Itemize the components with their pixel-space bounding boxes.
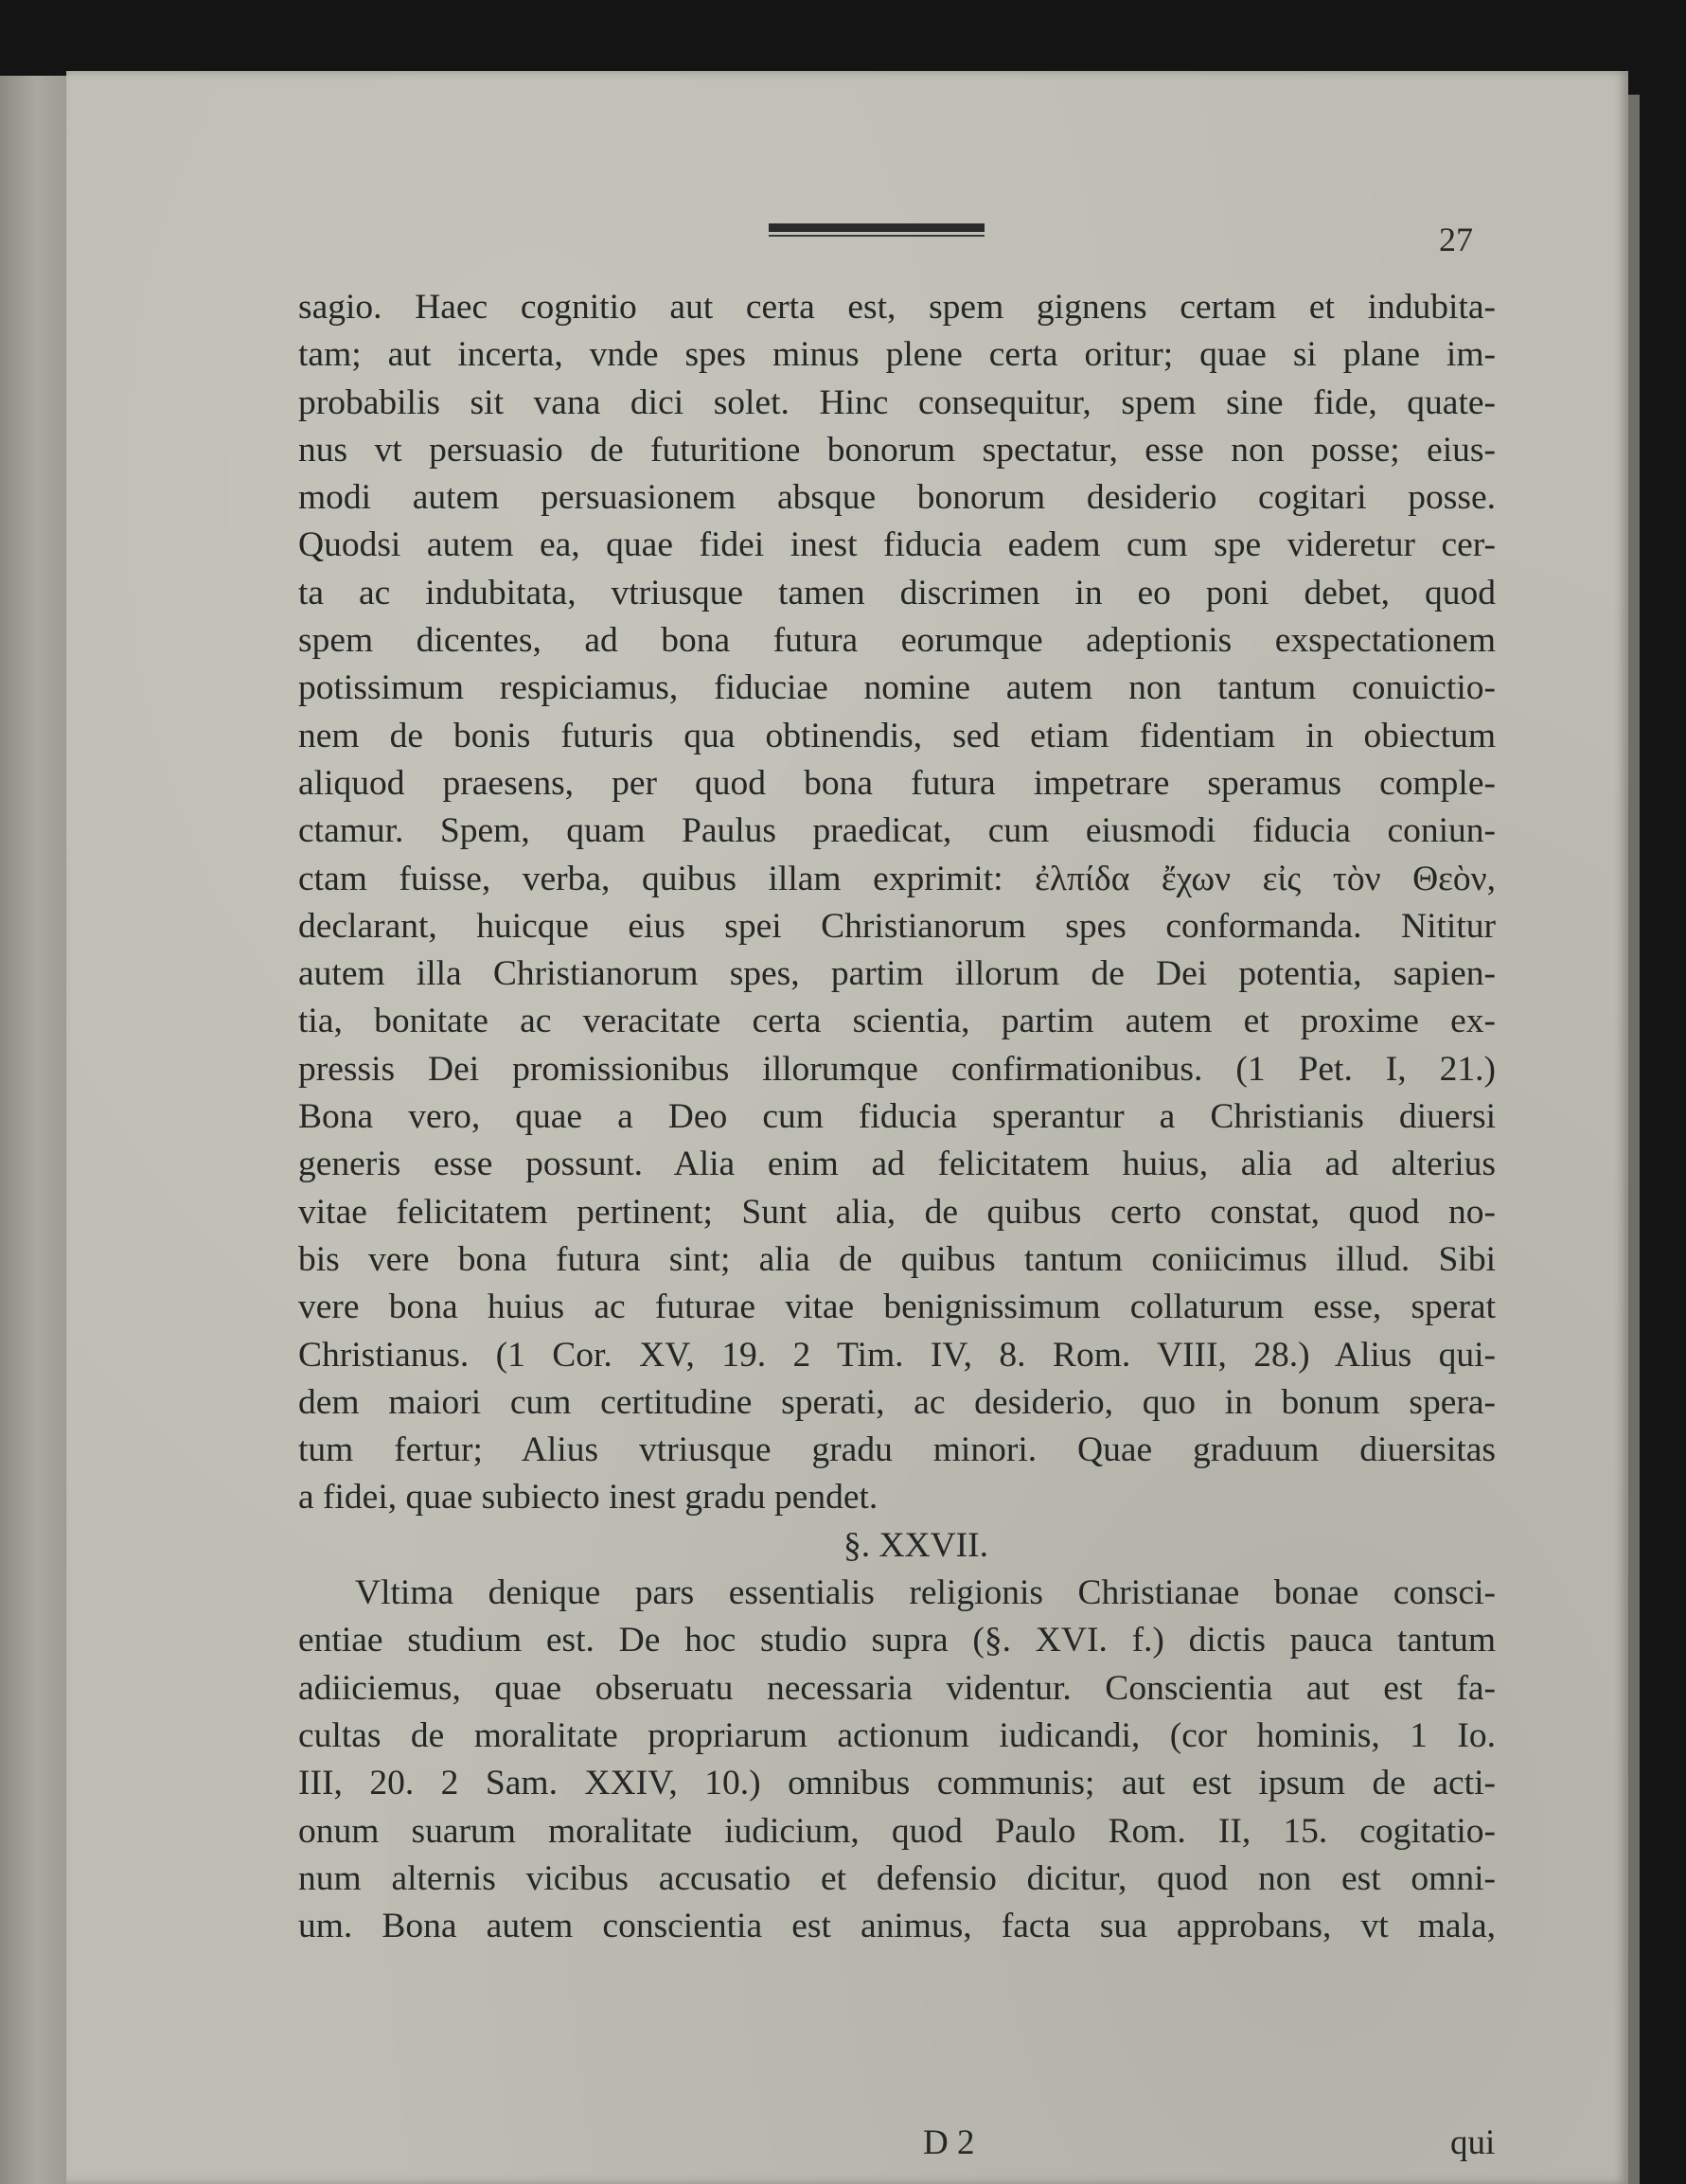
- text-line: autem illa Christianorum spes, partim illorum de Dei potentia, sapien-: [298, 954, 1496, 994]
- text-line: a fidei, quae subiecto inest gradu pendet.: [298, 1478, 878, 1518]
- text-line: num alternis vicibus accusatio et defensio dicitur, quod non est omni-: [298, 1858, 1496, 1898]
- text-line: probabilis sit vana dici solet. Hinc consequitur, spem sine fide, quate-: [298, 382, 1496, 422]
- text-line: um. Bona autem conscientia est animus, facta sua approbans, vt mala,: [298, 1907, 1496, 1946]
- text-line: pressis Dei promissionibus illorumque confirmationibus. (1 Pet. I, 21.): [298, 1049, 1496, 1089]
- text-line: ctam fuisse, verba, quibus illam exprimit: ἐλπίδα ἔχων εἰς τὸν Θεὸν,: [298, 859, 1496, 898]
- page-number: 27: [1439, 221, 1473, 258]
- text-line: nus vt persuasio de futuritione bonorum spectatur, esse non posse; eius-: [298, 430, 1496, 470]
- text-line: III, 20. 2 Sam. XXIV, 10.) omnibus communis; aut est ipsum de acti-: [298, 1764, 1496, 1803]
- text-line: nem de bonis futuris qua obtinendis, sed etiam fidentiam in obiectum: [298, 716, 1496, 755]
- text-line: aliquod praesens, per quod bona futura impetrare speramus comple-: [298, 763, 1496, 803]
- page-edge-shadow: [1628, 95, 1640, 2184]
- text-line: bis vere bona futura sint; alia de quibus tantum coniicimus illud. Sibi: [298, 1239, 1496, 1279]
- book-spine: [0, 76, 66, 2184]
- text-line: potissimum respiciamus, fiduciae nomine autem non tantum conuictio-: [298, 668, 1496, 708]
- header-rule: [769, 223, 985, 232]
- text-line: sagio. Haec cognitio aut certa est, spem gignens certam et indubita-: [298, 288, 1496, 327]
- catchword: qui: [1450, 2123, 1496, 2162]
- text-line: spem dicentes, ad bona futura eorumque adeptionis exspectationem: [298, 621, 1496, 661]
- section-heading: §. XXVII.: [843, 1525, 989, 1565]
- signature-mark: D 2: [923, 2123, 975, 2162]
- text-line: adiiciemus, quae obseruatu necessaria videntur. Conscientia aut est fa-: [298, 1668, 1496, 1708]
- text-line: tia, bonitate ac veracitate certa scientia, partim autem et proxime ex-: [298, 1002, 1496, 1041]
- text-line: cultas de moralitate propriarum actionum iudicandi, (cor hominis, 1 Io.: [298, 1715, 1496, 1755]
- text-line: tum fertur; Alius vtriusque gradu minori. Quae graduum diuersitas: [298, 1430, 1496, 1470]
- text-line: Vltima denique pars essentialis religionis Christianae bonae consci-: [355, 1573, 1496, 1613]
- text-line: Bona vero, quae a Deo cum fiducia sperantur a Christianis diuersi: [298, 1097, 1496, 1137]
- text-line: declarant, huicque eius spei Christianorum spes conformanda. Nititur: [298, 906, 1496, 946]
- text-line: generis esse possunt. Alia enim ad felicitatem huius, alia ad alterius: [298, 1145, 1496, 1184]
- text-line: vitae felicitatem pertinent; Sunt alia, de quibus certo constat, quod no-: [298, 1192, 1496, 1232]
- body-text: [298, 284, 1496, 1950]
- text-line: ta ac indubitata, vtriusque tamen discrimen in eo poni debet, quod: [298, 573, 1496, 613]
- text-line: modi autem persuasionem absque bonorum desiderio cogitari posse.: [298, 478, 1496, 518]
- text-line: Quodsi autem ea, quae fidei inest fiducia eadem cum spe videretur cer-: [298, 525, 1496, 565]
- text-line: vere bona huius ac futurae vitae benignissimum collaturum esse, sperat: [298, 1287, 1496, 1327]
- text-line: tam; aut incerta, vnde spes minus plene certa oritur; quae si plane im-: [298, 335, 1496, 375]
- text-line: entiae studium est. De hoc studio supra (§. XVI. f.) dictis pauca tantum: [298, 1621, 1496, 1660]
- text-line: dem maiori cum certitudine sperati, ac desiderio, quo in bonum spera-: [298, 1382, 1496, 1422]
- text-line: onum suarum moralitate iudicium, quod Paulo Rom. II, 15. cogitatio-: [298, 1811, 1496, 1851]
- text-line: ctamur. Spem, quam Paulus praedicat, cum eiusmodi fiducia coniun-: [298, 811, 1496, 851]
- text-line: Christianus. (1 Cor. XV, 19. 2 Tim. IV, 8. Rom. VIII, 28.) Alius qui-: [298, 1335, 1496, 1375]
